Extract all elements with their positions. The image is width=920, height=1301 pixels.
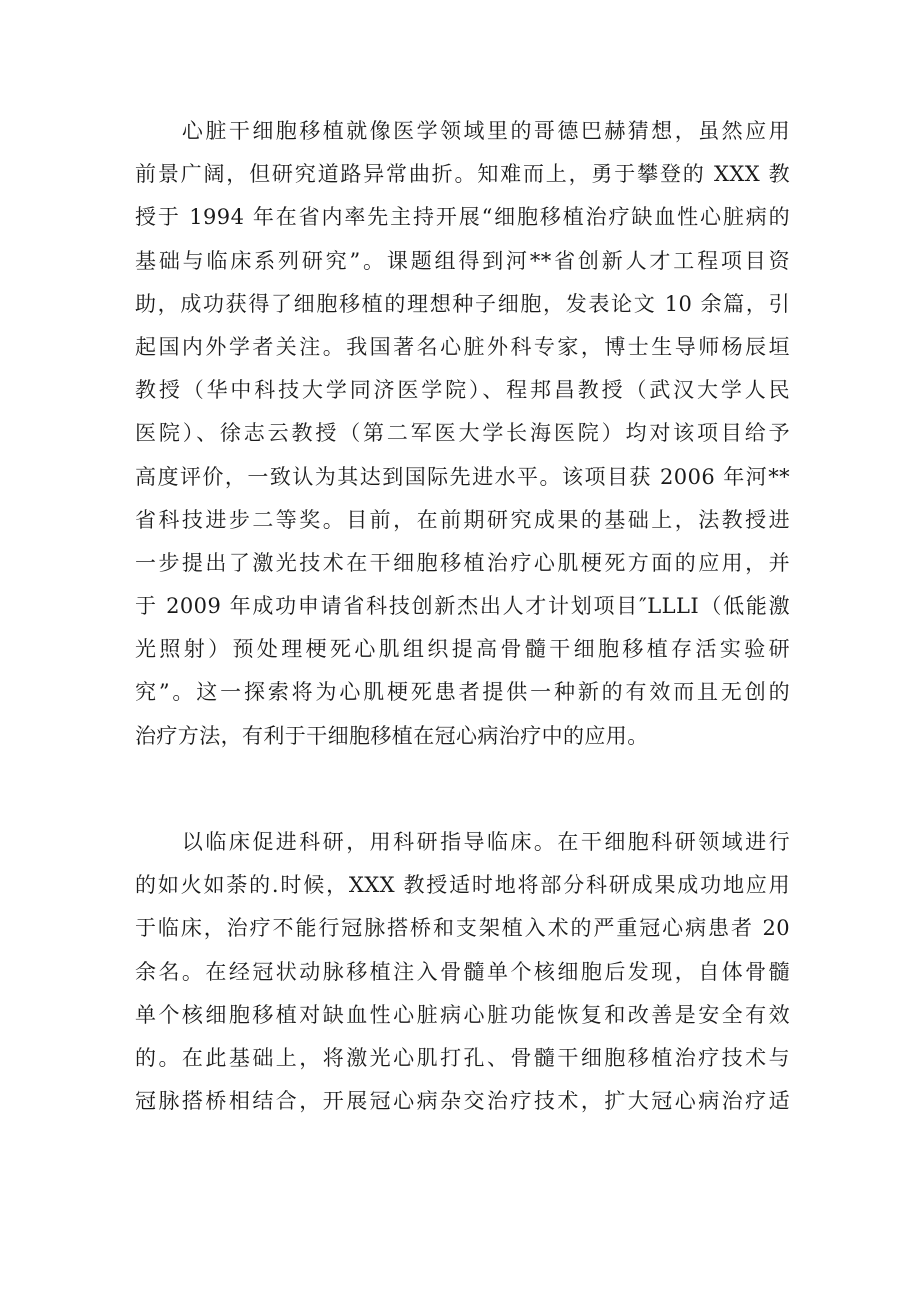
text-line: 教授（华中科技大学同济医学院）、程邦昌教授（武汉大学人民	[135, 378, 790, 403]
paragraph-clinical-application	[135, 821, 790, 1123]
text-line: 以临床促进科研，用科研指导临床。在干细胞科研领域进行	[135, 830, 790, 854]
text-line: 高度评价，一致认为其达到国际先进水平。该项目获 2006 年河**	[135, 464, 790, 489]
text-line: 冠脉搭桥相结合，开展冠心病杂交治疗技术，扩大冠心病治疗适	[135, 1089, 790, 1114]
text-line: 的。在此基础上，将激光心肌打孔、骨髓干细胞移植治疗技术与	[135, 1045, 790, 1070]
text-line: 的如火如荼的.时候，XXX 教授适时地将部分科研成果成功地应用	[135, 873, 790, 898]
text-line: 一步提出了激光技术在干细胞移植治疗心肌梗死方面的应用，并	[135, 550, 790, 575]
text-line-last: 治疗方法，有利于干细胞移植在冠心病治疗中的应用。	[135, 723, 649, 748]
text-line: 心脏干细胞移植就像医学领域里的哥德巴赫猜想，虽然应用	[135, 119, 790, 143]
text-line: 起国内外学者关注。我国著名心脏外科专家，博士生导师杨辰垣	[135, 334, 790, 359]
text-line: 余名。在经冠状动脉移植注入骨髓单个核细胞后发现，自体骨髓	[135, 959, 790, 984]
text-line: 单个核细胞移植对缺血性心脏病心脏功能恢复和改善是安全有效	[135, 1002, 790, 1027]
text-line: 光照射）预处理梗死心肌组织提高骨髓干细胞移植存活实验研	[135, 637, 790, 662]
paragraph-stem-cell-research	[135, 110, 790, 758]
text-line: 省科技进步二等奖。目前，在前期研究成果的基础上，法教授进	[135, 507, 790, 532]
text-line: 前景广阔，但研究道路异常曲折。知难而上，勇于攀登的 XXX 教	[135, 162, 790, 187]
text-line: 基础与临床系列研究”。课题组得到河**省创新人才工程项目资	[135, 248, 790, 273]
text-line: 于临床，治疗不能行冠脉搭桥和支架植入术的严重冠心病患者 20	[135, 916, 790, 941]
text-line: 于 2009 年成功申请省科技创新杰出人才计划项目″LLLI（低能激	[135, 594, 790, 619]
text-line: 助，成功获得了细胞移植的理想种子细胞，发表论文 10 余篇，引	[135, 291, 790, 316]
text-line: 究”。这一探索将为心肌梗死患者提供一种新的有效而且无创的	[135, 680, 790, 705]
text-line: 授于 1994 年在省内率先主持开展“细胞移植治疗缺血性心脏病的	[135, 205, 790, 230]
text-line: 医院）、徐志云教授（第二军医大学长海医院）均对该项目给予	[135, 421, 790, 446]
